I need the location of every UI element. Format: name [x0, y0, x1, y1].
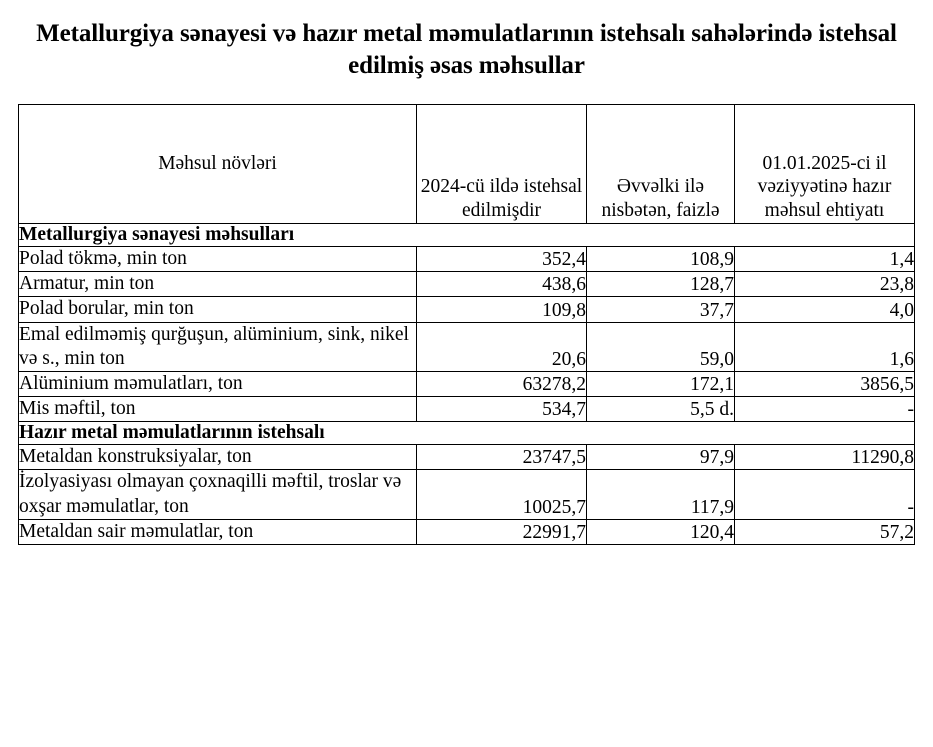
- table-body: [19, 224, 915, 545]
- cell-stock: 23,8: [735, 272, 915, 297]
- table-section-row: [19, 224, 915, 247]
- table-section-row: [19, 422, 915, 445]
- row-label: Polad borular, min ton: [19, 297, 417, 322]
- cell-produced: 534,7: [417, 397, 587, 422]
- table-row: [19, 322, 915, 371]
- column-header-stock-2025: 01.01.2025-ci il vəziyyətinə hazır məhsul ehtiyatı: [735, 105, 915, 224]
- table-row: [19, 470, 915, 519]
- row-label: Emal edilməmiş qurğuşun, alüminium, sink, nikel və s., min ton: [19, 322, 417, 371]
- cell-percent: 108,9: [587, 247, 735, 272]
- cell-percent: 37,7: [587, 297, 735, 322]
- cell-produced: 10025,7: [417, 470, 587, 519]
- table-row: [19, 519, 915, 544]
- cell-percent: 117,9: [587, 470, 735, 519]
- table-header: [19, 105, 915, 224]
- cell-stock: 1,6: [735, 322, 915, 371]
- table-row: [19, 297, 915, 322]
- document-page: [0, 18, 933, 747]
- cell-stock: 57,2: [735, 519, 915, 544]
- cell-stock: -: [735, 397, 915, 422]
- column-header-produced-2024: 2024-cü ildə istehsal edilmişdir: [417, 105, 587, 224]
- row-label: Alüminium məmulatları, ton: [19, 371, 417, 396]
- row-label: Mis məftil, ton: [19, 397, 417, 422]
- table-header-row: [19, 105, 915, 224]
- cell-stock: 1,4: [735, 247, 915, 272]
- row-label: Armatur, min ton: [19, 272, 417, 297]
- cell-produced: 63278,2: [417, 371, 587, 396]
- cell-produced: 109,8: [417, 297, 587, 322]
- cell-percent: 97,9: [587, 445, 735, 470]
- section-label: Hazır metal məmulatlarının istehsalı: [19, 422, 915, 445]
- cell-percent: 128,7: [587, 272, 735, 297]
- cell-percent: 59,0: [587, 322, 735, 371]
- section-label: Metallurgiya sənayesi məhsulları: [19, 224, 915, 247]
- cell-stock: -: [735, 470, 915, 519]
- table-row: [19, 247, 915, 272]
- row-label: İzolyasiyası olmayan çoxnaqilli məftil, troslar və oxşar məmulatlar, ton: [19, 470, 417, 519]
- cell-produced: 352,4: [417, 247, 587, 272]
- column-header-percent-vs-previous: Əvvəlki ilə nisbətən, faizlə: [587, 105, 735, 224]
- cell-produced: 20,6: [417, 322, 587, 371]
- products-table: [18, 104, 915, 545]
- column-header-product-type: Məhsul növləri: [19, 105, 417, 224]
- row-label: Metaldan konstruksiyalar, ton: [19, 445, 417, 470]
- cell-produced: 438,6: [417, 272, 587, 297]
- cell-stock: 4,0: [735, 297, 915, 322]
- cell-stock: 3856,5: [735, 371, 915, 396]
- cell-produced: 23747,5: [417, 445, 587, 470]
- table-row: [19, 397, 915, 422]
- cell-percent: 172,1: [587, 371, 735, 396]
- cell-percent: 5,5 d.: [587, 397, 735, 422]
- table-row: [19, 272, 915, 297]
- table-row: [19, 371, 915, 396]
- row-label: Metaldan sair məmulatlar, ton: [19, 519, 417, 544]
- cell-stock: 11290,8: [735, 445, 915, 470]
- page-title: Metallurgiya sənayesi və hazır metal məmulatlarının istehsalı sahələrində istehsal edilmiş əsas məhsullar: [36, 20, 897, 79]
- cell-percent: 120,4: [587, 519, 735, 544]
- row-label: Polad tökmə, min ton: [19, 247, 417, 272]
- cell-produced: 22991,7: [417, 519, 587, 544]
- table-row: [19, 445, 915, 470]
